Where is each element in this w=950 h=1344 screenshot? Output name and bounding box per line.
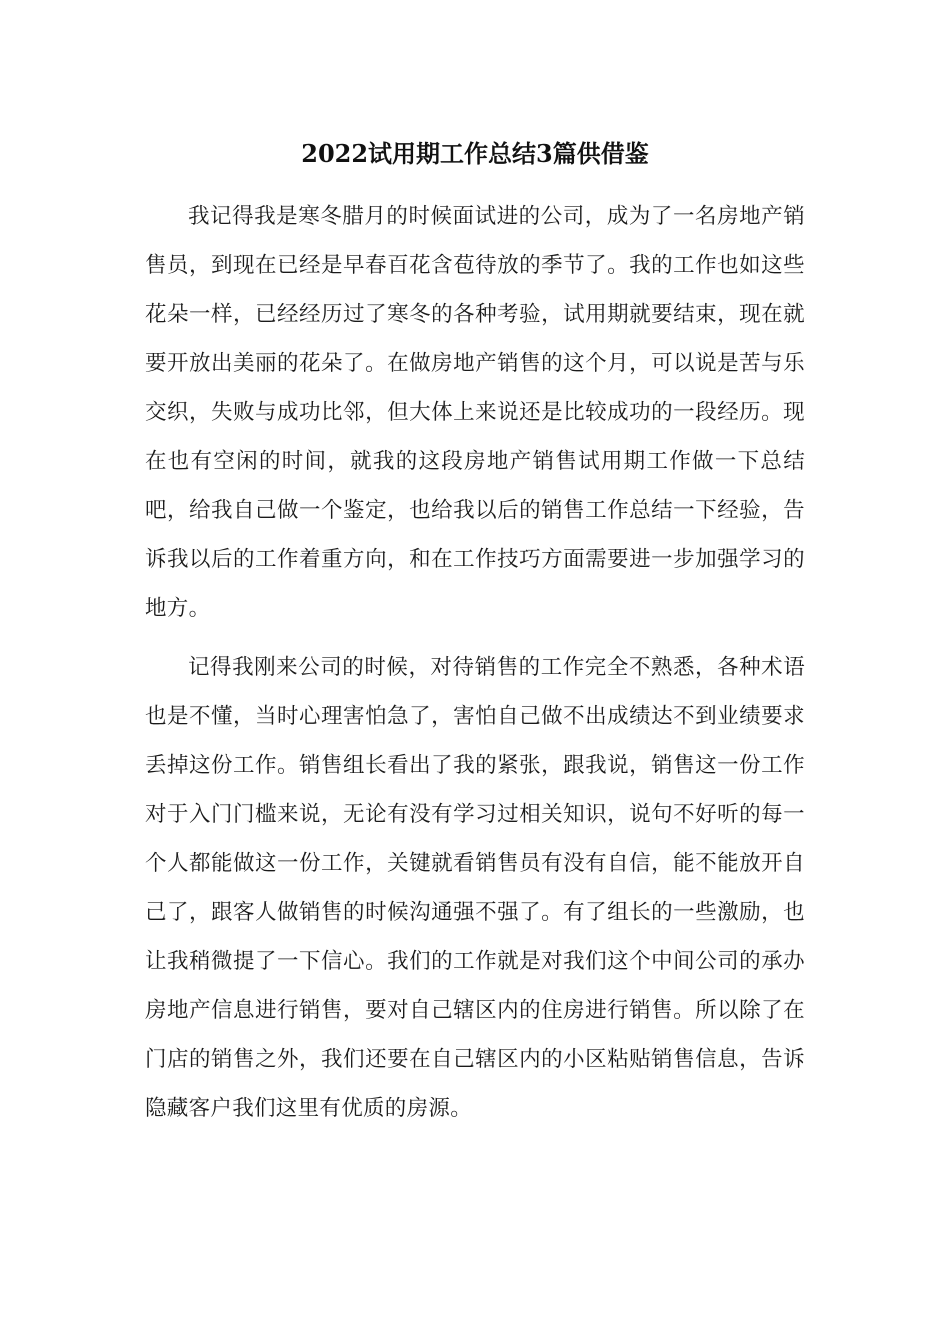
paragraph-1: 我记得我是寒冬腊月的时候面试进的公司，成为了一名房地产销售员，到现在已经是早春百花含苞待放的季节了。我的工作也如这些花朵一样，已经经历过了寒冬的各种考验，试用期就要结束，现在就要开放出美丽的花朵了。在做房地产销售的这个月，可以说是苦与乐交织，失败与成功比邻，但大体上来说还是比较成功的一段经历。现在也有空闲的时间，就我的这段房地产销售试用期工作做一下总结吧，给我自己做一个鉴定，也给我以后的销售工作总结一下经验，告诉我以后的工作着重方向，和在工作技巧方面需要进一步加强学习的地方。 xyxy=(145,204,805,621)
document-title: 2022试用期工作总结3篇供借鉴 xyxy=(301,139,649,168)
paragraph-2: 记得我刚来公司的时候，对待销售的工作完全不熟悉，各种术语也是不懂，当时心理害怕急了，害怕自己做不出成绩达不到业绩要求丢掉这份工作。销售组长看出了我的紧张，跟我说，销售这一份工作对于入门门槛来说，无论有没有学习过相关知识，说句不好听的每一个人都能做这一份工作，关键就看销售员有没有自信，能不能放开自己了，跟客人做销售的时候沟通强不强了。有了组长的一些激励，也让我稍微提了一下信心。我们的工作就是对我们这个中间公司的承办房地产信息进行销售，要对自己辖区内的住房进行销售。所以除了在门店的销售之外，我们还要在自己辖区内的小区粘贴销售信息，告诉隐藏客户我们这里有优质的房源。 xyxy=(145,655,805,1121)
